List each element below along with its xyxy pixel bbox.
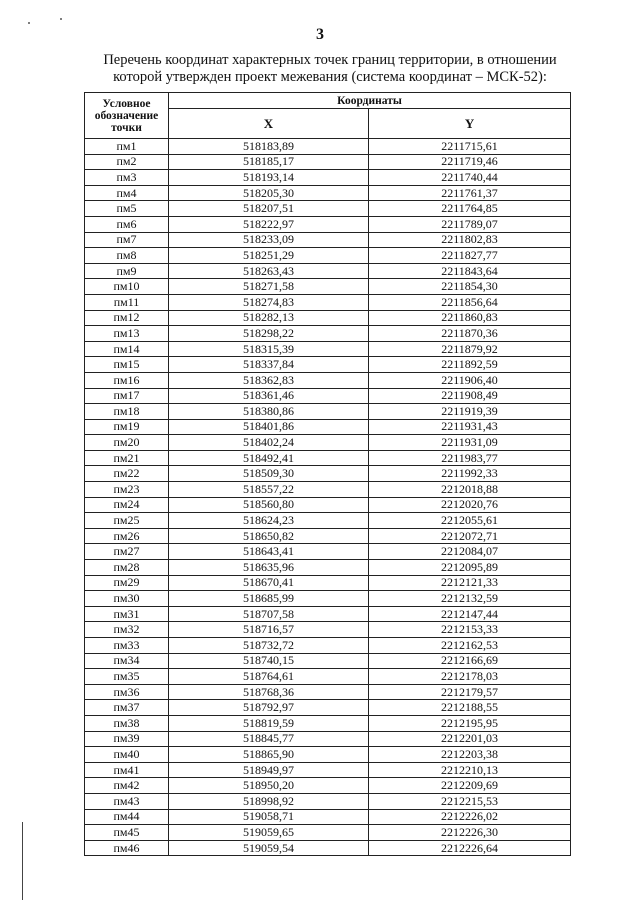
table-row <box>85 294 571 310</box>
table-header <box>85 93 571 139</box>
point-name-cell: пм8 <box>85 248 169 264</box>
point-name-cell: пм19 <box>85 419 169 435</box>
y-coordinate-cell: 2212226,64 <box>369 840 571 856</box>
point-name-cell: пм24 <box>85 497 169 513</box>
point-name-cell: пм29 <box>85 575 169 591</box>
point-name-cell: пм31 <box>85 606 169 622</box>
y-coordinate-cell: 2211764,85 <box>369 201 571 217</box>
y-coordinate-cell: 2212188,55 <box>369 700 571 716</box>
x-coordinate-cell: 518670,41 <box>169 575 369 591</box>
point-name-cell: пм22 <box>85 466 169 482</box>
y-coordinate-cell: 2211992,33 <box>369 466 571 482</box>
x-coordinate-cell: 518402,24 <box>169 435 369 451</box>
y-coordinate-cell: 2212195,95 <box>369 715 571 731</box>
table-row <box>85 450 571 466</box>
x-coordinate-cell: 518560,80 <box>169 497 369 513</box>
table-row <box>85 279 571 295</box>
table-row <box>85 263 571 279</box>
y-coordinate-cell: 2212020,76 <box>369 497 571 513</box>
table-row <box>85 747 571 763</box>
x-coordinate-cell: 518792,97 <box>169 700 369 716</box>
point-name-cell: пм16 <box>85 372 169 388</box>
point-name-cell: пм14 <box>85 341 169 357</box>
x-coordinate-cell: 518271,58 <box>169 279 369 295</box>
x-coordinate-cell: 518768,36 <box>169 684 369 700</box>
point-name-cell: пм18 <box>85 404 169 420</box>
table-row <box>85 216 571 232</box>
point-name-cell: пм2 <box>85 154 169 170</box>
scan-speck <box>60 18 62 20</box>
table-row <box>85 326 571 342</box>
y-coordinate-cell: 2212084,07 <box>369 544 571 560</box>
table-row <box>85 232 571 248</box>
table-row <box>85 404 571 420</box>
table-body <box>85 139 571 856</box>
table-row <box>85 341 571 357</box>
point-name-cell: пм7 <box>85 232 169 248</box>
point-name-cell: пм4 <box>85 185 169 201</box>
point-name-cell: пм5 <box>85 201 169 217</box>
point-name-cell: пм32 <box>85 622 169 638</box>
y-coordinate-cell: 2211879,92 <box>369 341 571 357</box>
y-coordinate-cell: 2212226,30 <box>369 825 571 841</box>
point-name-cell: пм15 <box>85 357 169 373</box>
y-coordinate-cell: 2212072,71 <box>369 528 571 544</box>
y-coordinate-cell: 2212226,02 <box>369 809 571 825</box>
x-coordinate-cell: 518492,41 <box>169 450 369 466</box>
x-coordinate-cell: 518251,29 <box>169 248 369 264</box>
table-row <box>85 154 571 170</box>
point-name-cell: пм25 <box>85 513 169 529</box>
y-coordinate-cell: 2211983,77 <box>369 450 571 466</box>
x-coordinate-cell: 518819,59 <box>169 715 369 731</box>
y-coordinate-cell: 2211854,30 <box>369 279 571 295</box>
point-name-cell: пм11 <box>85 294 169 310</box>
point-name-cell: пм27 <box>85 544 169 560</box>
y-coordinate-cell: 2211789,07 <box>369 216 571 232</box>
scan-speck <box>28 22 30 24</box>
point-name-cell: пм20 <box>85 435 169 451</box>
point-name-cell: пм23 <box>85 482 169 498</box>
y-coordinate-cell: 2212121,33 <box>369 575 571 591</box>
header-coordinates: Координаты <box>169 93 571 109</box>
y-coordinate-cell: 2211856,64 <box>369 294 571 310</box>
y-coordinate-cell: 2212095,89 <box>369 560 571 576</box>
y-coordinate-cell: 2212179,57 <box>369 684 571 700</box>
table-row <box>85 653 571 669</box>
point-name-cell: пм38 <box>85 715 169 731</box>
y-coordinate-cell: 2212055,61 <box>369 513 571 529</box>
x-coordinate-cell: 518950,20 <box>169 778 369 794</box>
table-row <box>85 778 571 794</box>
table-row <box>85 762 571 778</box>
y-coordinate-cell: 2211719,46 <box>369 154 571 170</box>
x-coordinate-cell: 518716,57 <box>169 622 369 638</box>
heading-line-1: Перечень координат характерных точек границ территории, в отношении <box>103 52 557 68</box>
x-coordinate-cell: 518193,14 <box>169 170 369 186</box>
header-x: X <box>169 109 369 139</box>
table-row <box>85 825 571 841</box>
x-coordinate-cell: 519058,71 <box>169 809 369 825</box>
table-row <box>85 700 571 716</box>
table-row <box>85 809 571 825</box>
y-coordinate-cell: 2211860,83 <box>369 310 571 326</box>
x-coordinate-cell: 518650,82 <box>169 528 369 544</box>
x-coordinate-cell: 518380,86 <box>169 404 369 420</box>
table-row <box>85 419 571 435</box>
y-coordinate-cell: 2211843,64 <box>369 263 571 279</box>
x-coordinate-cell: 518205,30 <box>169 185 369 201</box>
scan-margin-line <box>22 822 23 900</box>
y-coordinate-cell: 2212210,13 <box>369 762 571 778</box>
page-number: 3 <box>316 26 324 43</box>
table-row <box>85 497 571 513</box>
table-row <box>85 372 571 388</box>
table-row <box>85 435 571 451</box>
x-coordinate-cell: 518298,22 <box>169 326 369 342</box>
table-row <box>85 715 571 731</box>
y-coordinate-cell: 2212166,69 <box>369 653 571 669</box>
x-coordinate-cell: 518509,30 <box>169 466 369 482</box>
point-name-cell: пм30 <box>85 591 169 607</box>
y-coordinate-cell: 2211827,77 <box>369 248 571 264</box>
table-row <box>85 793 571 809</box>
point-name-cell: пм13 <box>85 326 169 342</box>
table-row <box>85 840 571 856</box>
point-name-cell: пм36 <box>85 684 169 700</box>
point-name-cell: пм10 <box>85 279 169 295</box>
y-coordinate-cell: 2211892,59 <box>369 357 571 373</box>
x-coordinate-cell: 518207,51 <box>169 201 369 217</box>
x-coordinate-cell: 518865,90 <box>169 747 369 763</box>
table-row <box>85 684 571 700</box>
coordinates-table <box>84 92 571 856</box>
point-name-cell: пм26 <box>85 528 169 544</box>
y-coordinate-cell: 2212132,59 <box>369 591 571 607</box>
x-coordinate-cell: 518845,77 <box>169 731 369 747</box>
x-coordinate-cell: 518740,15 <box>169 653 369 669</box>
x-coordinate-cell: 518624,23 <box>169 513 369 529</box>
x-coordinate-cell: 518707,58 <box>169 606 369 622</box>
table-row <box>85 528 571 544</box>
table-row <box>85 248 571 264</box>
table-row <box>85 622 571 638</box>
y-coordinate-cell: 2212215,53 <box>369 793 571 809</box>
point-name-cell: пм39 <box>85 731 169 747</box>
x-coordinate-cell: 518282,13 <box>169 310 369 326</box>
table-row <box>85 357 571 373</box>
header-y: Y <box>369 109 571 139</box>
table-row <box>85 731 571 747</box>
y-coordinate-cell: 2211870,36 <box>369 326 571 342</box>
x-coordinate-cell: 518685,99 <box>169 591 369 607</box>
point-name-cell: пм33 <box>85 638 169 654</box>
x-coordinate-cell: 518233,09 <box>169 232 369 248</box>
point-name-cell: пм17 <box>85 388 169 404</box>
y-coordinate-cell: 2211908,49 <box>369 388 571 404</box>
x-coordinate-cell: 518315,39 <box>169 341 369 357</box>
y-coordinate-cell: 2211919,39 <box>369 404 571 420</box>
table-row <box>85 560 571 576</box>
table-row <box>85 513 571 529</box>
heading-line-2: которой утвержден проект межевания (система координат – МСК-52): <box>113 69 547 85</box>
point-name-cell: пм34 <box>85 653 169 669</box>
y-coordinate-cell: 2212203,38 <box>369 747 571 763</box>
y-coordinate-cell: 2212209,69 <box>369 778 571 794</box>
x-coordinate-cell: 518263,43 <box>169 263 369 279</box>
point-name-cell: пм3 <box>85 170 169 186</box>
y-coordinate-cell: 2212147,44 <box>369 606 571 622</box>
y-coordinate-cell: 2212153,33 <box>369 622 571 638</box>
x-coordinate-cell: 519059,65 <box>169 825 369 841</box>
table-row <box>85 466 571 482</box>
point-name-cell: пм35 <box>85 669 169 685</box>
x-coordinate-cell: 518362,83 <box>169 372 369 388</box>
y-coordinate-cell: 2211761,37 <box>369 185 571 201</box>
point-name-cell: пм9 <box>85 263 169 279</box>
point-name-cell: пм6 <box>85 216 169 232</box>
point-name-cell: пм43 <box>85 793 169 809</box>
point-name-cell: пм1 <box>85 139 169 155</box>
x-coordinate-cell: 518635,96 <box>169 560 369 576</box>
document-heading <box>80 52 580 86</box>
x-coordinate-cell: 518361,46 <box>169 388 369 404</box>
x-coordinate-cell: 518401,86 <box>169 419 369 435</box>
point-name-cell: пм21 <box>85 450 169 466</box>
point-name-cell: пм45 <box>85 825 169 841</box>
table-row <box>85 170 571 186</box>
point-name-cell: пм37 <box>85 700 169 716</box>
y-coordinate-cell: 2212178,03 <box>369 669 571 685</box>
x-coordinate-cell: 518557,22 <box>169 482 369 498</box>
table-row <box>85 201 571 217</box>
y-coordinate-cell: 2211906,40 <box>369 372 571 388</box>
point-name-cell: пм46 <box>85 840 169 856</box>
table-row <box>85 669 571 685</box>
x-coordinate-cell: 518998,92 <box>169 793 369 809</box>
x-coordinate-cell: 518732,72 <box>169 638 369 654</box>
x-coordinate-cell: 518185,17 <box>169 154 369 170</box>
table-row <box>85 544 571 560</box>
y-coordinate-cell: 2211931,09 <box>369 435 571 451</box>
table-row <box>85 185 571 201</box>
y-coordinate-cell: 2212201,03 <box>369 731 571 747</box>
x-coordinate-cell: 518274,83 <box>169 294 369 310</box>
point-name-cell: пм42 <box>85 778 169 794</box>
y-coordinate-cell: 2211740,44 <box>369 170 571 186</box>
y-coordinate-cell: 2211931,43 <box>369 419 571 435</box>
table-row <box>85 575 571 591</box>
header-point-designation: Условное обозначение точки <box>85 93 169 139</box>
table-row <box>85 591 571 607</box>
table-row <box>85 606 571 622</box>
point-name-cell: пм41 <box>85 762 169 778</box>
y-coordinate-cell: 2211802,83 <box>369 232 571 248</box>
point-name-cell: пм28 <box>85 560 169 576</box>
y-coordinate-cell: 2212162,53 <box>369 638 571 654</box>
table-row <box>85 482 571 498</box>
x-coordinate-cell: 518764,61 <box>169 669 369 685</box>
x-coordinate-cell: 518222,97 <box>169 216 369 232</box>
x-coordinate-cell: 519059,54 <box>169 840 369 856</box>
point-name-cell: пм44 <box>85 809 169 825</box>
point-name-cell: пм12 <box>85 310 169 326</box>
table-row <box>85 310 571 326</box>
table-row <box>85 139 571 155</box>
table-row <box>85 638 571 654</box>
y-coordinate-cell: 2211715,61 <box>369 139 571 155</box>
y-coordinate-cell: 2212018,88 <box>369 482 571 498</box>
x-coordinate-cell: 518949,97 <box>169 762 369 778</box>
x-coordinate-cell: 518183,89 <box>169 139 369 155</box>
point-name-cell: пм40 <box>85 747 169 763</box>
table-row <box>85 388 571 404</box>
x-coordinate-cell: 518337,84 <box>169 357 369 373</box>
x-coordinate-cell: 518643,41 <box>169 544 369 560</box>
